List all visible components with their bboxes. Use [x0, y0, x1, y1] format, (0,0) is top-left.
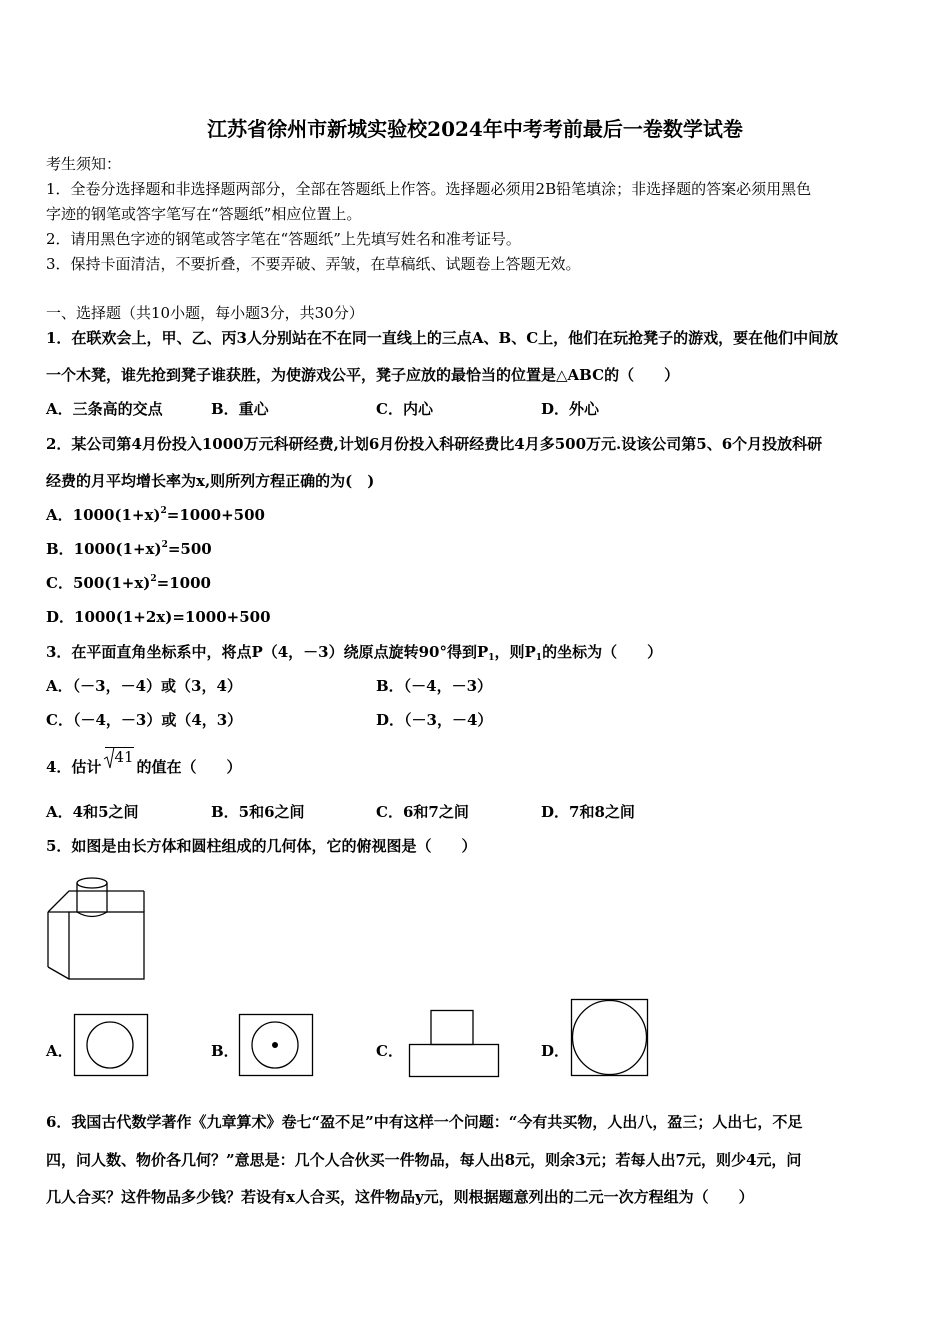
notice-item-1-line-1: 1．全卷分选择题和非选择题两部分，全部在答题纸上作答。选择题必须用2B铅笔填涂；非选择题的答案必须用黑色: [46, 180, 812, 198]
q5-option-c-figure: [409, 1010, 501, 1078]
q5-option-a-label: A．: [46, 1042, 73, 1060]
q2-option-c: C．$500(1+x)^2=1000$: [46, 574, 211, 592]
q1-stem-line-2: 一个木凳，谁先抢到凳子谁获胜，为使游戏公平，凳子应放的最恰当的位置是△ABC的（ ）: [46, 366, 680, 384]
q5-option-d-label: D．: [541, 1042, 570, 1060]
notice-heading: 考生须知：: [46, 155, 122, 173]
q3-option-d: D．（－3，－4）: [376, 711, 493, 729]
q4-stem: 4．估计 41的值在（ ）: [46, 748, 242, 776]
q3-option-b: B．（－4，－3）: [376, 677, 493, 695]
q5-stem: 5．如图是由长方体和圆柱组成的几何体，它的俯视图是（ ）: [46, 837, 477, 855]
q5-solid-figure: [44, 875, 148, 983]
q1-option-b: B．重心: [211, 400, 269, 418]
q2-stem-line-2: 经费的月平均增长率为x,则所列方程正确的为( ): [46, 472, 375, 490]
q1-stem-line-1: 1．在联欢会上，甲、乙、丙3人分别站在不在同一直线上的三点A、B、C上，他们在玩抢凳子的游戏，要在他们中间放: [46, 329, 839, 347]
sqrt-expression: [105, 747, 133, 766]
q1-option-a: A．三条高的交点: [46, 400, 163, 418]
q6-stem-line-1: 6．我国古代数学著作《九章算术》卷七“盈不足”中有这样一个问题：“今有共买物，人出八，盈三；人出七，不足: [46, 1113, 803, 1131]
q5-option-a-figure: [74, 1014, 148, 1076]
page-title: 江苏省徐州市新城实验校2024年中考考前最后一卷数学试卷: [207, 117, 743, 141]
q1-option-d: D．外心: [541, 400, 600, 418]
radical-sign: [103, 747, 115, 769]
q4-option-b: B．5和6之间: [211, 803, 305, 821]
section-heading: 一、选择题（共10小题，每小题3分，共30分）: [46, 304, 364, 322]
q5-option-b-figure: [239, 1014, 313, 1076]
q3-option-c: C．（－4，－3）或（4，3）: [46, 711, 243, 729]
q3-option-a: A．（－3，－4）或（3，4）: [46, 677, 242, 695]
q2-option-d: D．1000(1+2x)=1000+500: [46, 608, 271, 626]
q2-option-b: B．$1000(1+x)^2=500$: [46, 540, 212, 558]
q1-option-c: C．内心: [376, 400, 433, 418]
q5-option-d-figure: [571, 999, 649, 1077]
q4-option-a: A．4和5之间: [46, 803, 139, 821]
notice-item-1-line-2: 字迹的钢笔或答字笔写在“答题纸”相应位置上。: [46, 205, 362, 223]
notice-item-3: 3．保持卡面清洁，不要折叠，不要弄破、弄皱，在草稿纸、试题卷上答题无效。: [46, 255, 581, 273]
notice-item-2: 2．请用黑色字迹的钢笔或答字笔在“答题纸”上先填写姓名和准考证号。: [46, 230, 521, 248]
q3-stem: 3．在平面直角坐标系中，将点P（4，－3）绕原点旋转90°得到$P_1$，则$P_1$的坐标为（ ）: [46, 643, 663, 663]
q2-option-a: A．$1000(1+x)^2=1000+500$: [46, 506, 265, 524]
sqrt-radicand: 41: [114, 748, 134, 766]
q5-option-b-label: B．: [211, 1042, 239, 1060]
q5-option-c-label: C．: [376, 1042, 403, 1060]
q4-option-c: C．6和7之间: [376, 803, 469, 821]
q6-stem-line-2: 四，问人数、物价各几何？”意思是：几个人合伙买一件物品，每人出8元，则余3元；若每人出7元，则少4元，问: [46, 1151, 802, 1169]
q4-option-d: D．7和8之间: [541, 803, 635, 821]
q2-stem-line-1: 2．某公司第4月份投入1000万元科研经费,计划6月份投入科研经费比4月多500万元.设该公司第5、6个月投放科研: [46, 435, 823, 453]
q6-stem-line-3: 几人合买？这件物品多少钱？若设有x人合买，这件物品y元，则根据题意列出的二元一次方程组为（ ）: [46, 1188, 754, 1206]
